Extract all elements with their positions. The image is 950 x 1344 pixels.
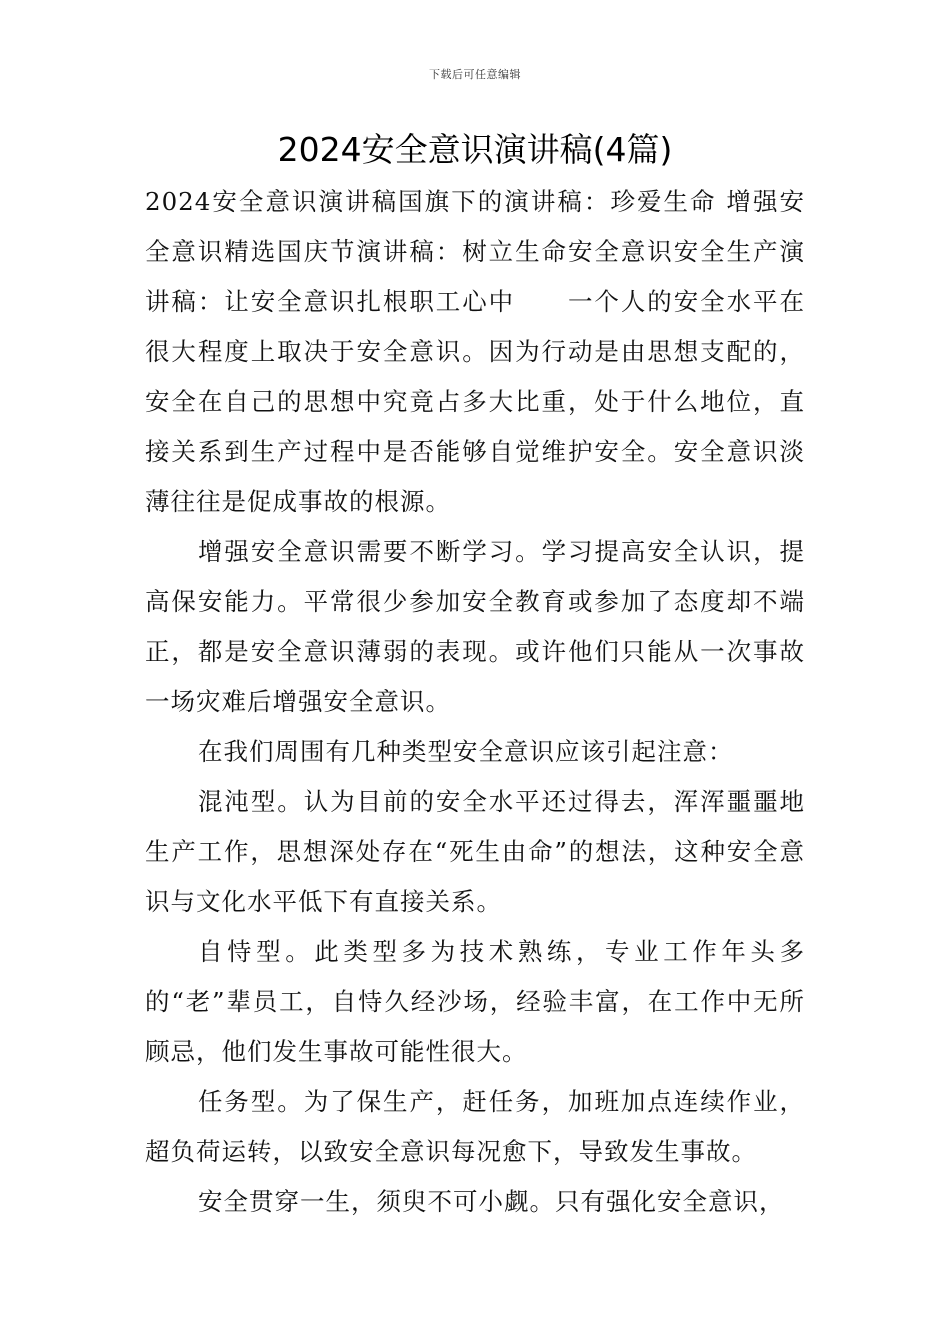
paragraph-conclusion: 安全贯穿一生，须臾不可小觑。只有强化安全意识，: [198, 1187, 785, 1216]
paragraph-intro: 2024安全意识演讲稿国旗下的演讲稿：珍爱生命 增强安全意识精选国庆节演讲稿：树立生命安全意识安全生产演讲稿：让安全意识扎根职工心中 一个人的安全水平在很大程度上取决于安全意识。因为行动是由思想支配的，安全在自己的思想中究竟占多大比重，处于什么地位，直接关系到生产过程中是否能够自觉维护安全。安全意识淡薄往往是促成事故的根源。: [145, 187, 805, 516]
document-title: 2024安全意识演讲稿(4篇): [277, 130, 673, 169]
paragraph-learning: 增强安全意识需要不断学习。学习提高安全认识，提高保安能力。平常很少参加安全教育或参加了态度却不端正，都是安全意识薄弱的表现。或许他们只能从一次事故一场灾难后增强安全意识。: [145, 537, 805, 716]
paragraph-type-chaos: 混沌型。认为目前的安全水平还过得去，浑浑噩噩地生产工作，思想深处存在“死生由命”的想法，这种安全意识与文化水平低下有直接关系。: [145, 787, 805, 916]
paragraph-type-task: 任务型。为了保生产，赶任务，加班加点连续作业，超负荷运转，以致安全意识每况愈下，导致发生事故。: [145, 1087, 805, 1166]
paragraph-type-confident: 自恃型。此类型多为技术熟练，专业工作年头多的“老”辈员工，自恃久经沙场，经验丰富，在工作中无所顾忌，他们发生事故可能性很大。: [145, 937, 805, 1066]
document-body: [145, 177, 805, 1227]
header-note: 下载后可任意编辑: [429, 68, 521, 81]
paragraph-types-intro: 在我们周围有几种类型安全意识应该引起注意：: [198, 737, 734, 766]
